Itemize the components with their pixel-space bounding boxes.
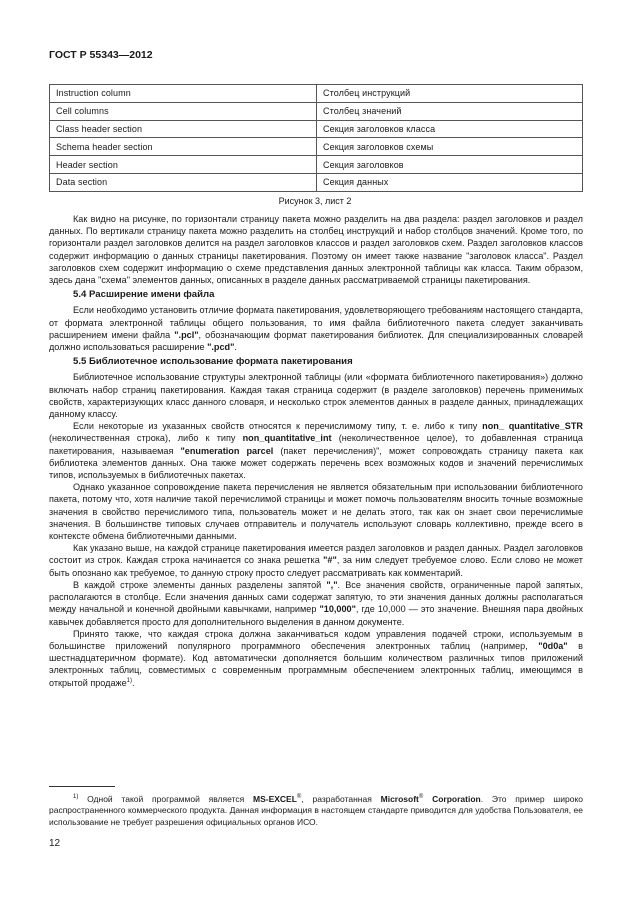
text-run: , обозначающим формат пакетирования библиотек. Для специализированных словарей должно использоваться расширение — [49, 329, 583, 353]
footnote-ref: 1) — [126, 677, 133, 684]
table-cell-en: Cell columns — [50, 102, 317, 120]
table-cell-ru: Секция заголовков класса — [317, 120, 583, 138]
table-cell-en: Data section — [50, 173, 317, 191]
text-run: , разработанная — [301, 794, 381, 804]
table-cell-ru: Секция заголовков — [317, 156, 583, 174]
table-cell-en: Schema header section — [50, 138, 317, 156]
document-header: ГОСТ Р 55343—2012 — [49, 49, 153, 61]
table-cell-en: Class header section — [50, 120, 317, 138]
table-row — [50, 138, 583, 156]
text-run: , где 10,000 — это значение. Внешняя пара двойных кавычек добавляется просто для дополнительного выделения в данном документе. — [49, 604, 584, 627]
text-run: . Это пример широко распространенного коммерческого продукта. Данная информация в настоящем стандарте приводится для удобства Пользователя, ее использование не требует разрешения официальных органов ИСО. — [49, 794, 583, 827]
paragraph — [49, 542, 583, 579]
bold-term: MS-EXCEL — [252, 794, 297, 804]
table-row — [50, 173, 583, 191]
table-row — [50, 85, 583, 103]
text-run: (пакет перечисления)", может сопровождать страницу пакета как библиотека элементов данных. Она также может содержать перечень всех возможных кодов и значений перечислимых типов, используемых в библиотечных пакетах. — [49, 445, 584, 481]
text-run: Принято также, что каждая строка должна заканчиваться кодом управления подачей строки, используемым в большинстве приложений популярного программного обеспечения электронных таблиц (например, — [49, 628, 583, 651]
figure-caption: Рисунок 3, лист 2 — [278, 196, 352, 206]
table-cell-ru: Столбец инструкций — [317, 85, 583, 103]
paragraph: Однако указанное сопровождение пакета перечисления не является обязательным при использовании библиотечного пакета, потому что, хотя наличие такой перечислимой страницы и может помочь пользователям вносить точные возможные значения в свойство перечислимого типа, пользователь может и не делать этого, так как он знает свои перечислимые значения. В большинстве типовых случаев отправитель и получатель используют словарь коллективно, прежде всего в контексте обмена библиотечными данными. — [49, 482, 583, 542]
text-run: Одной такой программой является — [78, 794, 253, 804]
registered-mark: ® — [296, 794, 302, 801]
body-text — [49, 213, 583, 689]
paragraph — [49, 304, 583, 353]
table-cell-ru: Столбец значений — [317, 102, 583, 120]
text-run: (неколичественное целое), то добавленная страница пакетирования, называемая — [49, 433, 583, 456]
paragraph — [49, 628, 583, 689]
bold-term: Corporation — [423, 794, 481, 804]
table-cell-ru: Секция заголовков схемы — [317, 138, 583, 156]
bold-term: non_ quantitative_STR — [482, 421, 583, 432]
bold-term: "," — [326, 579, 338, 590]
table-row — [50, 120, 583, 138]
section-heading: 5.5 Библиотечное использование формата пакетирования — [73, 356, 353, 368]
bold-term: non_quantitative_int — [242, 433, 332, 444]
page-number: 12 — [49, 838, 61, 849]
paragraph — [49, 579, 583, 628]
text-run: (неколичественная строка), либо к типу — [49, 433, 243, 444]
bold-term: ".pcd" — [207, 342, 235, 353]
footnote-marker: 1) — [73, 794, 79, 801]
text-run: . — [234, 342, 237, 353]
footnote — [49, 794, 583, 828]
section-heading: 5.4 Расширение имени файла — [73, 289, 215, 301]
bold-term: "#" — [323, 555, 337, 566]
text-run: В каждой строке элементы данных разделены запятой — [73, 579, 327, 590]
bold-term: "enumeration parcel — [180, 445, 274, 456]
text-run: Если необходимо установить отличие формата пакетирования, удовлетворяющего требованиям настоящего стандарта, от формата электронной таблицы общего пользования, то имя файла библиотечного пакета следует заканчивать расширением имени файла — [49, 305, 584, 340]
paragraph: Как видно на рисунке, по горизонтали страницу пакета можно разделить на два раздела: раздел заголовков и раздел данных. По вертикали страницу пакета можно разделить на столбец инструкций и набор столбцов значений. Кроме того, по горизонтали раздел заголовков делится на раздел заголовков классов и раздел заголовков схем. Раздел заголовков классов содержит информацию о данных страницы пакетирования. Поэтому он имеет также название "заголовок класса". Раздел заголовков схем содержит информацию о схеме представления данных электронной таблицы как класса. Таким образом, здесь дана "схема" элементов данных, описанных в разделе данных рассматриваемой страницы пакетирования. — [49, 214, 583, 286]
footnote-divider — [49, 786, 115, 787]
text-run: в шестнадцатеричном формате). Код автоматически дополняется большим количеством различных типов приложений электронных таблиц, совместимых с современным программным обеспечением электронных таблиц, имеющимся в открытой продаже — [49, 640, 583, 688]
table-cell-ru: Секция данных — [317, 173, 583, 191]
paragraph — [49, 420, 583, 481]
text-run: Если некоторые из указанных свойств относятся к перечислимому типу, т. е. либо к типу — [73, 421, 483, 432]
table-cell-en: Instruction column — [50, 85, 317, 103]
table-row — [50, 102, 583, 120]
text-run: . Все значения свойств, ограниченные парой запятых, располагаются в столбце. Если значения данных сами содержат запятую, то эти значения данных должны располагаться между начальной и конечной двойными кавычками, например — [49, 579, 583, 615]
text-run: Как указано выше, на каждой странице пакетирования имеется раздел заголовков и раздел данных. Раздел заголовков состоит из строк. Каждая строка начинается со знака решетка — [49, 543, 583, 566]
registered-mark: ® — [418, 794, 424, 801]
bold-term: "0d0a" — [538, 640, 568, 651]
table-cell-en: Header section — [50, 156, 317, 174]
terms-table — [49, 84, 583, 192]
bold-term: Microsoft — [380, 794, 419, 804]
text-run: , за ним следует требуемое слово. Если слово не может быть опознано как требуемое, то данную строку просто следует рассматривать как комментарий. — [49, 555, 583, 578]
table-row — [50, 156, 583, 174]
bold-term: "10,000" — [319, 604, 356, 615]
paragraph: Библиотечное использование структуры электронной таблицы (или «формата библиотечного пакетирования») должно включать набор страниц пакетирования. Каждая такая страница содержит (в разделе заголовков) перечень применимых свойств, характеризующих класс данного словаря, и несколько строк элементов данных в разделе данных, принадлежащих данному классу. — [49, 372, 583, 420]
text-run: . — [132, 677, 135, 688]
bold-term: ".pcl" — [174, 329, 199, 340]
